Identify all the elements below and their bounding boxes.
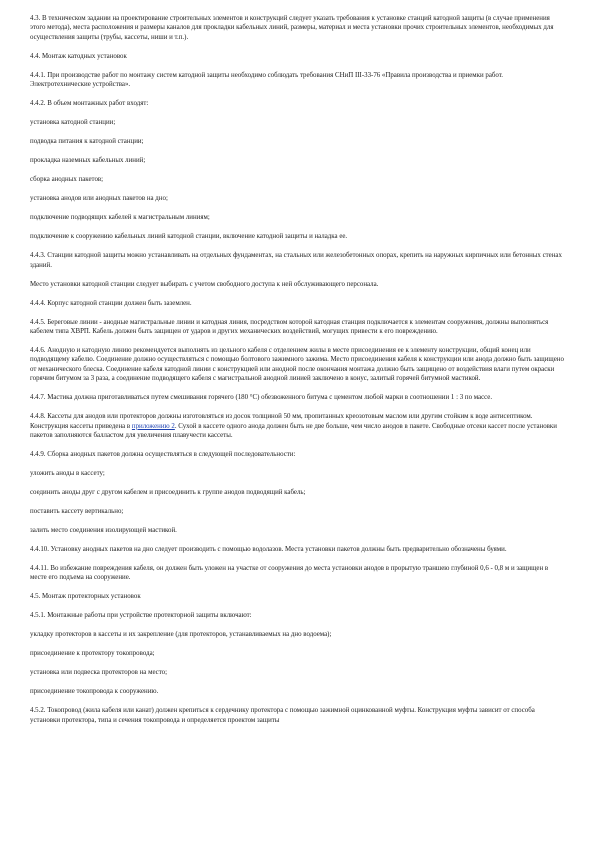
list-item: присоединение к протектору токопровода; xyxy=(30,650,155,658)
list-item: установка анодов или анодных пакетов на дно; xyxy=(30,195,168,203)
paragraph-4-4-8 xyxy=(30,412,565,440)
paragraph-4-4-5: 4.4.5. Береговые линии - анодные магистральные линии и катодная линия, посредством которой катодная станция подключается к элементам сооружения, должны выполняться кабелем типа ХВРП. Кабель должен быть защищен от ударов и других механических воздействий, могущих привести к его повреждению. xyxy=(30,318,549,336)
appendix-2-link[interactable]: приложению 2 xyxy=(131,422,175,430)
section-heading-4-5: 4.5. Монтаж протекторных установок xyxy=(30,593,141,601)
section-heading-4-4: 4.4. Монтаж катодных установок xyxy=(30,52,127,60)
paragraph-4-3: 4.3. В техническом задании на проектирование строительных элементов и конструкций следует указать требования к установке станций катодной защиты (в случае применения этого метода), места расположения и размеры каналов для прокладки кабельных линий, размеры, материал и места установки прочих строительных элементов, необходимых для осуществления защиты (трубы, кассеты, ниши и т.п.). xyxy=(30,15,554,41)
list-item: залить место соединения изолирующей мастикой. xyxy=(30,527,177,535)
list-item: поставить кассету вертикально; xyxy=(30,508,124,516)
paragraph-4-4-4: 4.4.4. Корпус катодной станции должен быть заземлен. xyxy=(30,299,192,307)
paragraph-station-location: Место установки катодной станции следует выбирать с учетом свободного доступа к ней обслуживающего персонала. xyxy=(30,280,379,288)
paragraph-4-4-3: 4.4.3. Станции катодной защиты можно устанавливать на отдельных фундаментах, на стальных или железобетонных опорах, крепить на наружных кирпичных или бетонных стенах зданий. xyxy=(30,252,562,269)
list-item: присоединение токопровода к сооружению. xyxy=(30,688,159,696)
list-item: уложить аноды в кассету; xyxy=(30,470,105,478)
paragraph-4-4-11: 4.4.11. Во избежание повреждения кабеля, он должен быть уложен на участке от сооружения до места установки анодов в прорытую траншею глубиной 0,6 - 0,8 м и защищен в месте его подъема на сооружение. xyxy=(30,565,549,582)
paragraph-4-4-9: 4.4.9. Сборка анодных пакетов должна осуществляться в следующей последовательности: xyxy=(30,451,296,459)
paragraph-4-4-6: 4.4.6. Анодную и катодную линию рекомендуется выполнять из цельного кабеля с отделением жилы в месте присоединения ее к элементу конструкции, общий конец или подводящему кабелю. Соединение должно осуществляться с помощью болтового зажимного зажима. Место присоединения кабеля к конструкции или анода должно быть защищено от механического блеска. Соединение кабеля катодной линии с конструкцией или анодной после окончания монтажа должно быть защищено от воздействия влаги путем окраски горячим битумом за 3 раза, а соединение подводящего кабеля с магистральной анодной линией заключено в конус, залитый горячей битумной мастикой. xyxy=(30,347,564,383)
list-item: установка катодной станции; xyxy=(30,119,116,127)
paragraph-4-5-2: 4.5.2. Токопровод (жила кабеля или канат) должен крепиться к сердечнику протектора с помощью зажимной оцинкованной муфты. Конструкция муфты зависит от способа установки протектора, типа и сечения токопровода и определяется проектом защиты xyxy=(30,707,535,724)
list-item: подключение подводящих кабелей к магистральным линиям; xyxy=(30,214,210,222)
paragraph-4-4-7: 4.4.7. Мастика должна приготавливаться путем смешивания горячего (180 °С) обезвоженного битума с цементом любой марки в соотношении 1 : 3 по массе. xyxy=(30,394,493,402)
list-item: соединить аноды друг с другом кабелем и присоединить к группе анодов подводящий кабель; xyxy=(30,489,306,497)
list-item: подводка питания к катодной станции; xyxy=(30,138,144,146)
paragraph-4-4-8-after: . Сухой в кассете одного анода должен быть не две больше, чем число анодов в пакете. Свободные отсеки кассет после установки пакетов заполняются балластом для увеличения плавучести кассеты. xyxy=(30,422,557,440)
list-item: установка или подвеска протекторов на место; xyxy=(30,669,168,677)
list-item: сборка анодных пакетов; xyxy=(30,176,104,184)
paragraph-4-4-2: 4.4.2. В объем монтажных работ входят: xyxy=(30,100,149,108)
list-item: укладку протекторов в кассеты и их закрепление (для протекторов, устанавливаемых на дно водоема); xyxy=(30,631,332,639)
list-item: подключение к сооружению кабельных линий катодной станции, включение катодной защиты и наладка ее. xyxy=(30,233,348,241)
paragraph-4-5-1: 4.5.1. Монтажные работы при устройстве протекторной защиты включают: xyxy=(30,612,252,620)
paragraph-4-4-1: 4.4.1. При производстве работ по монтажу систем катодной защиты необходимо соблюдать требования СНиП III-33-76 «Правила производства и приемки работ. Электротехнические устройства». xyxy=(30,71,503,89)
paragraph-4-4-8-before: 4.4.8. Кассеты для анодов или протекторов должны изготовляться из досок толщиной 50 мм, пропитанных креозотовым маслом или другим стойким к воде антисептиком. Конструкция кассеты приведена в xyxy=(30,413,533,430)
list-item: прокладка наземных кабельных линий; xyxy=(30,157,146,165)
paragraph-4-4-10: 4.4.10. Установку анодных пакетов на дно следует производить с помощью водолазов. Места установки пакетов должны быть предварительно обозначены буями. xyxy=(30,546,507,554)
